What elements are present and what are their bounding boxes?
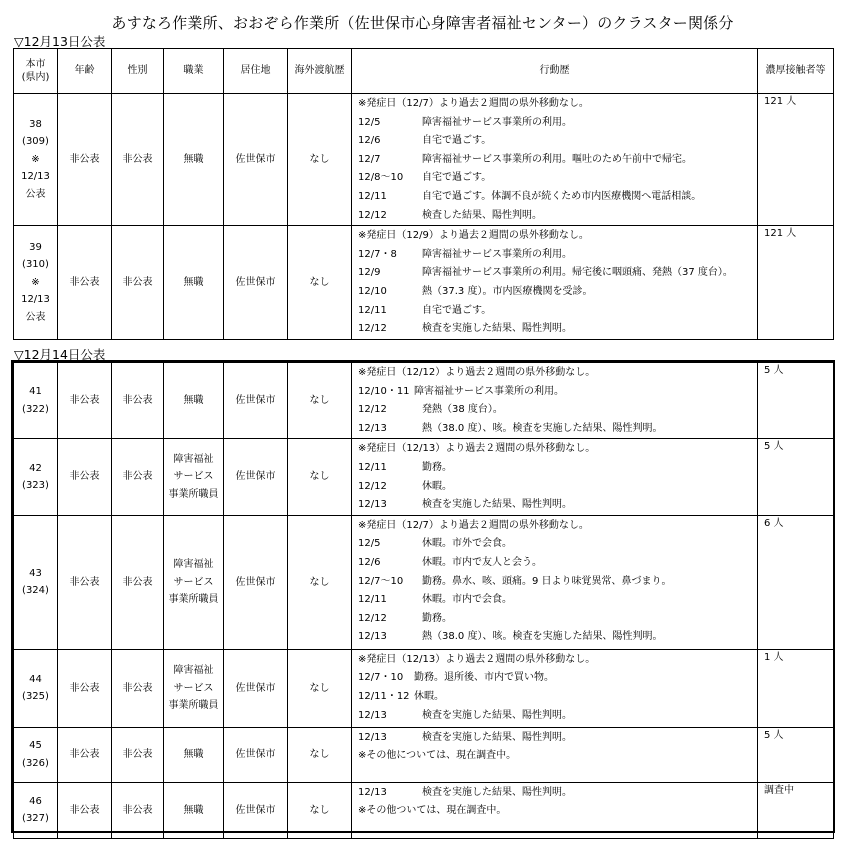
header-actions: 行動歴 (352, 49, 758, 94)
action-note: ※発症日（12/12）より過去２週間の県外移動なし。 (358, 367, 596, 378)
occupation-line: 障害福祉 (173, 559, 214, 570)
occupation-line: 無職 (183, 804, 204, 816)
action-date: 12/11 (358, 190, 387, 202)
occupation-line: 事業所職員 (168, 700, 219, 711)
action-text: 勤務。 (422, 461, 452, 473)
occupation-cell (164, 363, 224, 439)
page-title: あすなろ作業所、おおぞら作業所（佐世保市心身障害者福祉センター）のクラスター関係分 (111, 14, 734, 32)
action-history-cell (352, 649, 758, 727)
action-text: 自宅で過ごす。 (422, 172, 492, 184)
case-number-cell (14, 782, 58, 838)
action-text: 障害福祉サービス事業所の利用。 (422, 116, 572, 128)
action-line (358, 246, 753, 265)
action-note: ※発症日（12/7）より過去２週間の県外移動なし。 (358, 519, 589, 531)
action-note: ※発症日（12/9）より過去２週間の県外移動なし。 (358, 230, 589, 242)
case-number-line: 38 (29, 118, 42, 130)
action-text: 自宅で過ごす。 (422, 304, 492, 316)
table-row (14, 363, 834, 439)
action-date: 12/11 (358, 594, 387, 606)
age-cell: 非公表 (58, 439, 112, 515)
action-date: 12/7・8 (358, 248, 397, 260)
sex-cell: 非公表 (112, 727, 164, 782)
occupation-line: 無職 (183, 276, 204, 288)
header-no-line1: 本市 (25, 58, 46, 70)
age-cell: 非公表 (58, 363, 112, 439)
action-text: 検査した結果、陽性判明。 (422, 209, 542, 221)
action-line (358, 401, 753, 420)
action-text: 休暇。 (414, 690, 444, 702)
travel-cell: なし (288, 649, 352, 727)
header-travel: 海外渡航歴 (288, 49, 352, 94)
residence-cell: 佐世保市 (224, 649, 288, 727)
action-line (358, 496, 753, 515)
action-date: 12/13 (358, 731, 387, 743)
action-line (358, 227, 753, 246)
action-line (358, 169, 753, 188)
occupation-line: サービス (173, 471, 214, 483)
case-number-line: (323) (22, 480, 49, 492)
sex-cell: 非公表 (112, 94, 164, 226)
travel-cell: なし (288, 439, 352, 515)
case-number-line: (322) (22, 403, 49, 415)
action-text: 休暇。市内で友人と会う。 (422, 556, 542, 568)
header-age: 年齢 (58, 49, 112, 94)
header-occupation: 職業 (164, 49, 224, 94)
action-note: ※発症日（12/7）より過去２週間の県外移動なし。 (358, 98, 589, 109)
close-contacts-cell: 5 人 (758, 363, 834, 439)
table-row (14, 94, 834, 226)
case-number-cell (14, 727, 58, 782)
sex-cell: 非公表 (112, 515, 164, 649)
close-contacts-cell: 5 人 (758, 727, 834, 782)
action-history-cell (352, 226, 758, 340)
close-contacts-cell: 5 人 (758, 439, 834, 515)
action-line (358, 610, 753, 629)
action-line (358, 283, 753, 302)
action-line (358, 478, 753, 497)
action-line (358, 802, 753, 821)
action-date: 12/5 (358, 116, 381, 128)
sex-cell: 非公表 (112, 226, 164, 340)
close-contacts-cell: 121 人 (758, 94, 834, 226)
action-history-cell (352, 782, 758, 838)
action-text: 勤務。 (422, 612, 452, 624)
action-date: 12/11 (358, 461, 387, 473)
case-number-line: (309) (22, 136, 49, 148)
section-label-dec14: ▽12月14日公表 (14, 347, 106, 362)
action-date: 12/11・12 (358, 690, 410, 702)
occupation-cell (164, 782, 224, 838)
case-number-line: (326) (22, 757, 49, 769)
residence-cell: 佐世保市 (224, 515, 288, 649)
header-residence: 居住地 (224, 49, 288, 94)
action-note: ※その他については、現在調査中。 (358, 750, 517, 762)
action-note: ※その他ついては、現在調査中。 (358, 805, 507, 817)
action-date: 12/7・10 (358, 672, 404, 684)
action-line (358, 535, 753, 554)
action-note: ※発症日（12/13）より過去２週間の県外移動なし。 (358, 653, 596, 665)
action-line (358, 440, 753, 459)
occupation-cell (164, 515, 224, 649)
action-text: 熱（38.0 度）、咳。検査を実施した結果、陽性判明。 (422, 631, 663, 643)
action-line (358, 151, 753, 170)
action-text: 障害福祉サービス事業所の利用。帰宅後に咽頭痛、発熱（37 度台）。 (422, 267, 733, 279)
occupation-cell (164, 94, 224, 226)
action-text: 熱（37.3 度）。市内医療機関を受診。 (422, 285, 593, 297)
action-date: 12/7 (358, 153, 381, 165)
action-text: 自宅で過ごす。体調不良が続くため市内医療機関へ電話相談。 (422, 190, 702, 202)
action-date: 12/13 (358, 499, 387, 511)
action-note: ※発症日（12/13）より過去２週間の県外移動なし。 (358, 443, 596, 455)
table-row (14, 515, 834, 649)
table-row (14, 649, 834, 727)
occupation-line: 障害福祉 (173, 665, 214, 676)
action-date: 12/12 (358, 404, 387, 416)
action-text: 障害福祉サービス事業所の利用。 (414, 385, 564, 397)
action-history-cell (352, 363, 758, 439)
action-line (358, 554, 753, 573)
action-text: 休暇。 (422, 480, 452, 492)
action-date: 12/10 (358, 285, 387, 297)
action-text: 勤務。鼻水、咳、頭痛。9 日より味覚異常、鼻づまり。 (422, 575, 672, 587)
occupation-line: 無職 (183, 749, 204, 760)
action-date: 12/5 (358, 538, 381, 550)
action-line (358, 784, 753, 803)
occupation-line: サービス (173, 682, 214, 694)
age-cell: 非公表 (58, 94, 112, 226)
action-text: 検査を実施した結果、陽性判明。 (422, 499, 572, 511)
case-number-cell (14, 94, 58, 226)
action-line (358, 747, 753, 766)
action-text: 検査を実施した結果、陽性判明。 (422, 709, 572, 721)
action-date: 12/8～10 (358, 172, 404, 184)
action-text: 自宅で過ごす。 (422, 135, 492, 147)
occupation-cell (164, 226, 224, 340)
action-line (358, 459, 753, 478)
occupation-cell (164, 439, 224, 515)
header-sex: 性別 (112, 49, 164, 94)
case-number-line: (327) (22, 813, 49, 825)
table-row (14, 439, 834, 515)
occupation-line: 事業所職員 (168, 488, 219, 500)
action-date: 12/7～10 (358, 575, 404, 587)
occupation-line: 事業所職員 (168, 594, 219, 605)
action-line (358, 132, 753, 151)
action-line (358, 420, 753, 439)
case-number-line: 12/13 (21, 171, 50, 183)
occupation-cell (164, 649, 224, 727)
case-number-line: ※ (31, 153, 40, 165)
action-date: 12/12 (358, 612, 387, 624)
action-line (358, 264, 753, 283)
action-history-cell (352, 727, 758, 782)
case-number-line: 43 (29, 567, 42, 579)
age-cell: 非公表 (58, 782, 112, 838)
action-text: 休暇。市外で会食。 (422, 538, 512, 550)
action-date: 12/6 (358, 556, 381, 568)
sex-cell: 非公表 (112, 439, 164, 515)
case-number-cell (14, 439, 58, 515)
occupation-line: 無職 (183, 153, 204, 165)
action-history-cell (352, 94, 758, 226)
occupation-cell (164, 727, 224, 782)
section-label-dec13: ▽12月13日公表 (14, 34, 106, 49)
action-line (358, 302, 753, 321)
close-contacts-cell: 121 人 (758, 226, 834, 340)
action-line (358, 114, 753, 133)
travel-cell: なし (288, 363, 352, 439)
action-line (358, 207, 753, 226)
table-row (14, 226, 834, 340)
action-history-cell (352, 515, 758, 649)
case-number-line: 39 (29, 241, 42, 253)
residence-cell: 佐世保市 (224, 363, 288, 439)
case-number-line: 44 (29, 673, 42, 685)
table-row (14, 727, 834, 782)
close-contacts-cell: 調査中 (758, 782, 834, 838)
travel-cell: なし (288, 515, 352, 649)
case-number-cell (14, 363, 58, 439)
action-line (358, 517, 753, 536)
table-header-row (14, 49, 834, 94)
action-line (358, 383, 753, 402)
close-contacts-cell: 6 人 (758, 515, 834, 649)
action-text: 休暇。市内で会食。 (422, 594, 512, 606)
action-date: 12/9 (358, 267, 381, 279)
action-line (358, 188, 753, 207)
action-date: 12/12 (358, 480, 387, 492)
travel-cell: なし (288, 226, 352, 340)
action-date: 12/12 (358, 209, 387, 221)
case-number-cell (14, 515, 58, 649)
case-number-line: 42 (29, 462, 42, 474)
action-text: 障害福祉サービス事業所の利用。嘔吐のため午前中で帰宅。 (422, 153, 692, 165)
case-number-line: (310) (22, 259, 49, 271)
action-date: 12/13 (358, 709, 387, 721)
action-line (358, 628, 753, 647)
age-cell: 非公表 (58, 515, 112, 649)
occupation-line: サービス (173, 576, 214, 588)
occupation-line: 無職 (183, 394, 204, 406)
action-date: 12/12 (358, 323, 387, 335)
action-text: 検査を実施した結果、陽性判明。 (422, 786, 572, 798)
action-date: 12/10・11 (358, 385, 410, 397)
case-number-line: (324) (22, 585, 49, 597)
action-text: 検査を実施した結果、陽性判明。 (422, 731, 572, 743)
header-no-line2: (県内) (21, 72, 50, 83)
occupation-line: 障害福祉 (173, 453, 214, 465)
age-cell: 非公表 (58, 727, 112, 782)
case-number-line: 12/13 (21, 294, 50, 306)
sex-cell: 非公表 (112, 782, 164, 838)
table-row (14, 782, 834, 838)
action-date: 12/11 (358, 304, 387, 316)
action-date: 12/6 (358, 135, 381, 147)
case-number-line: (325) (22, 691, 49, 703)
action-text: 検査を実施した結果、陽性判明。 (422, 323, 572, 335)
header-no (14, 49, 58, 94)
case-number-line: ※ (31, 276, 40, 288)
case-number-line: 公表 (25, 188, 46, 200)
residence-cell: 佐世保市 (224, 226, 288, 340)
case-number-cell (14, 226, 58, 340)
residence-cell: 佐世保市 (224, 439, 288, 515)
action-text: 障害福祉サービス事業所の利用。 (422, 248, 572, 260)
age-cell: 非公表 (58, 226, 112, 340)
action-text: 発熱（38 度台）。 (422, 404, 503, 416)
travel-cell: なし (288, 727, 352, 782)
action-date: 12/13 (358, 631, 387, 643)
cluster-table-dec14 (13, 362, 834, 839)
action-text: 勤務。退所後、市内で買い物。 (414, 672, 554, 684)
close-contacts-cell: 1 人 (758, 649, 834, 727)
cluster-table-dec13 (13, 48, 834, 340)
case-number-line: 公表 (25, 311, 46, 323)
action-line (358, 669, 753, 688)
action-date: 12/13 (358, 786, 387, 798)
case-number-line: 46 (29, 795, 42, 807)
residence-cell: 佐世保市 (224, 782, 288, 838)
sex-cell: 非公表 (112, 363, 164, 439)
travel-cell: なし (288, 782, 352, 838)
travel-cell: なし (288, 94, 352, 226)
action-line (358, 320, 753, 339)
action-date: 12/13 (358, 422, 387, 434)
age-cell: 非公表 (58, 649, 112, 727)
residence-cell: 佐世保市 (224, 727, 288, 782)
case-number-line: 41 (29, 386, 42, 398)
action-text: 熱（38.0 度）、咳。検査を実施した結果、陽性判明。 (422, 422, 663, 434)
case-number-line: 45 (29, 740, 42, 752)
header-contacts: 濃厚接触者等 (758, 49, 834, 94)
action-history-cell (352, 439, 758, 515)
action-line (358, 651, 753, 670)
sex-cell: 非公表 (112, 649, 164, 727)
case-number-cell (14, 649, 58, 727)
action-line (358, 729, 753, 748)
action-line (358, 95, 753, 114)
action-line (358, 364, 753, 383)
action-line (358, 573, 753, 592)
action-line (358, 591, 753, 610)
action-line (358, 707, 753, 726)
action-line (358, 688, 753, 707)
residence-cell: 佐世保市 (224, 94, 288, 226)
